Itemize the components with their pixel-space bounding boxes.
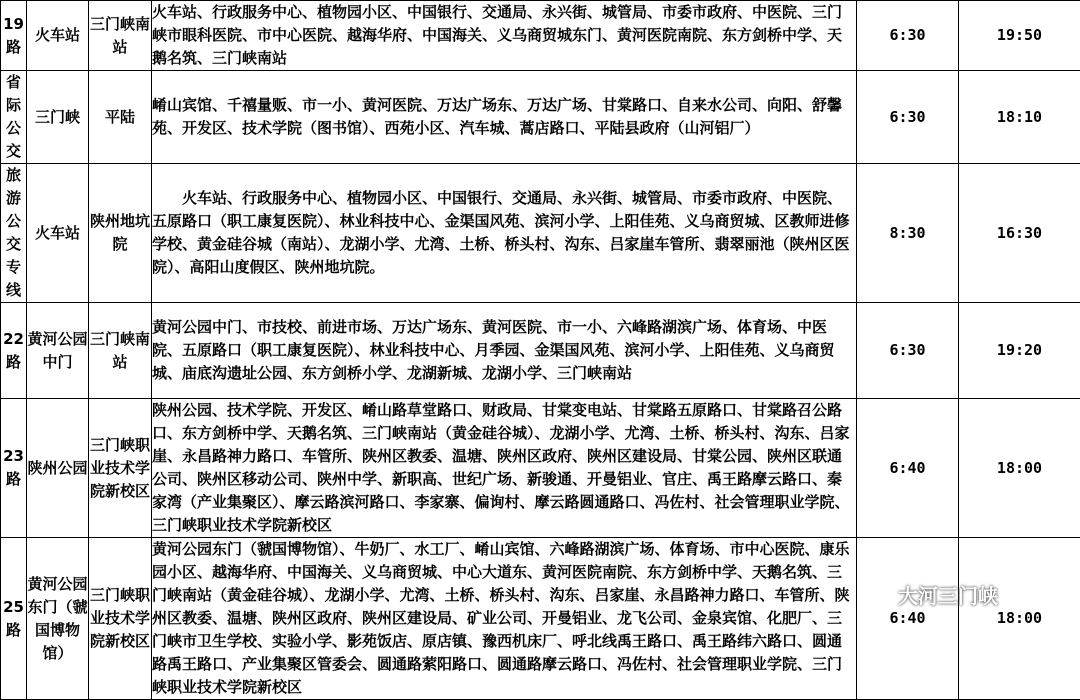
route-number: 25路 xyxy=(1,538,27,700)
watermark xyxy=(862,580,998,609)
first-bus-time: 6:30 xyxy=(857,1,959,71)
stops-list: 陕州公园、技术学院、开发区、崤山路草堂路口、财政局、甘棠变电站、甘棠路五原路口、甘棠路召公路口、东方剑桥中学、天鹅名筑、三门峡南站（黄金硅谷城）、龙湖小学、尤湾、土桥、桥头村、沟东、吕家崖、永昌路神力路口、车管所、陕州区教委、温塘、陕州区政府、陕州区建设局、甘棠公园、陕州区联通公司、陕州区移动公司、陕州中学、新职高、世纪广场、新骏通、开曼铝业、官庄、禹王路摩云路口、秦家湾（产业集聚区）、摩云路滨河路口、李家寨、偏询村、摩云路圆通路口、冯佐村、社会管理职业学院、三门峡职业技术学院新校区 xyxy=(152,399,857,538)
first-bus-time: 6:30 xyxy=(857,303,959,399)
stops-list: 黄河公园东门（虢国博物馆）、牛奶厂、水工厂、崤山宾馆、六峰路湖滨广场、体育场、市中心医院、康乐园小区、越海华府、中国海关、义乌商贸城、中心大道东、黄河医院南院、东方剑桥中学、天鹅名筑、三门峡南站（黄金硅谷城）、龙湖小学、尤湾、土桥、桥头村、沟东、吕家崖、永昌路神力路口、车管所、陕州区教委、温塘、陕州区政府、陕州区建设局、矿业公司、开曼铝业、龙飞公司、金泉宾馆、化肥厂、三门峡市卫生学校、实验小学、影苑饭店、原店镇、豫西机床厂、呼北线禹王路口、禹王路纬六路口、圆通路禹王路口、产业集聚区管委会、圆通路萦阳路口、圆通路摩云路口、冯佐村、社会管理职业学院、三门峡职业技术学院新校区 xyxy=(152,538,857,700)
route-number: 旅游公交专线 xyxy=(1,164,27,303)
stops-list: 火车站、行政服务中心、植物园小区、中国银行、交通局、永兴街、城管局、市委市政府、中医院、三门峡市眼科医院、市中心医院、越海华府、中国海关、义乌商贸城东门、黄河医院南院、东方剑桥中学、天鹅名筑、三门峡南站 xyxy=(152,1,857,71)
table-row xyxy=(1,399,1080,538)
table-row xyxy=(1,71,1080,164)
table-row xyxy=(1,538,1080,700)
table-row xyxy=(1,164,1080,303)
first-bus-time: 6:40 xyxy=(857,538,959,700)
stops-list: 黄河公园中门、市技校、前进市场、万达广场东、黄河医院、市一小、六峰路湖滨广场、体育场、中医院、五原路口（职工康复医院）、林业科技中心、月季园、金渠国风苑、滨河小学、上阳佳苑、义乌商贸城、庙底沟遗址公园、东方剑桥小学、龙湖新城、龙湖小学、三门峡南站 xyxy=(152,303,857,399)
last-bus-time: 18:00 xyxy=(959,538,1080,700)
route-number: 22路 xyxy=(1,303,27,399)
start-station: 火车站 xyxy=(27,1,89,71)
last-bus-time: 16:30 xyxy=(959,164,1080,303)
route-number: 19路 xyxy=(1,1,27,71)
last-bus-time: 19:50 xyxy=(959,1,1080,71)
route-number: 23路 xyxy=(1,399,27,538)
start-station: 黄河公园东门（虢国博物馆） xyxy=(27,538,89,700)
stops-list: 火车站、行政服务中心、植物园小区、中国银行、交通局、永兴街、城管局、市委市政府、中医院、五原路口（职工康复医院）、林业科技中心、金渠国风苑、滨河小学、上阳佳苑、义乌商贸城、区教师进修学校、黄金硅谷城（南站）、龙湖小学、尤湾、土桥、桥头村、沟东、吕家崖车管所、翡翠丽池（陕州区医院）、高阳山度假区、陕州地坑院。 xyxy=(152,164,857,303)
end-station: 三门峡职业技术学院新校区 xyxy=(89,399,152,538)
start-station: 火车站 xyxy=(27,164,89,303)
end-station: 三门峡南站 xyxy=(89,1,152,71)
end-station: 三门峡南站 xyxy=(89,303,152,399)
end-station: 陕州地坑院 xyxy=(89,164,152,303)
watermark-text: 大河三门峡 xyxy=(898,580,998,609)
table-row xyxy=(1,303,1080,399)
end-station: 平陆 xyxy=(89,71,152,164)
last-bus-time: 18:00 xyxy=(959,399,1080,538)
start-station: 陕州公园 xyxy=(27,399,89,538)
route-number: 省际公交 xyxy=(1,71,27,164)
end-station: 三门峡职业技术学院新校区 xyxy=(89,538,152,700)
stops-list: 崤山宾馆、千禧量贩、市一小、黄河医院、万达广场东、万达广场、甘棠路口、自来水公司、向阳、舒馨苑、开发区、技术学院（图书馆）、西苑小区、汽车城、蒿店路口、平陆县政府（山河铝厂） xyxy=(152,71,857,164)
first-bus-time: 8:30 xyxy=(857,164,959,303)
start-station: 三门峡 xyxy=(27,71,89,164)
start-station: 黄河公园中门 xyxy=(27,303,89,399)
last-bus-time: 18:10 xyxy=(959,71,1080,164)
wechat-icon xyxy=(862,583,892,607)
last-bus-time: 19:20 xyxy=(959,303,1080,399)
first-bus-time: 6:40 xyxy=(857,399,959,538)
table-row xyxy=(1,1,1080,71)
first-bus-time: 6:30 xyxy=(857,71,959,164)
